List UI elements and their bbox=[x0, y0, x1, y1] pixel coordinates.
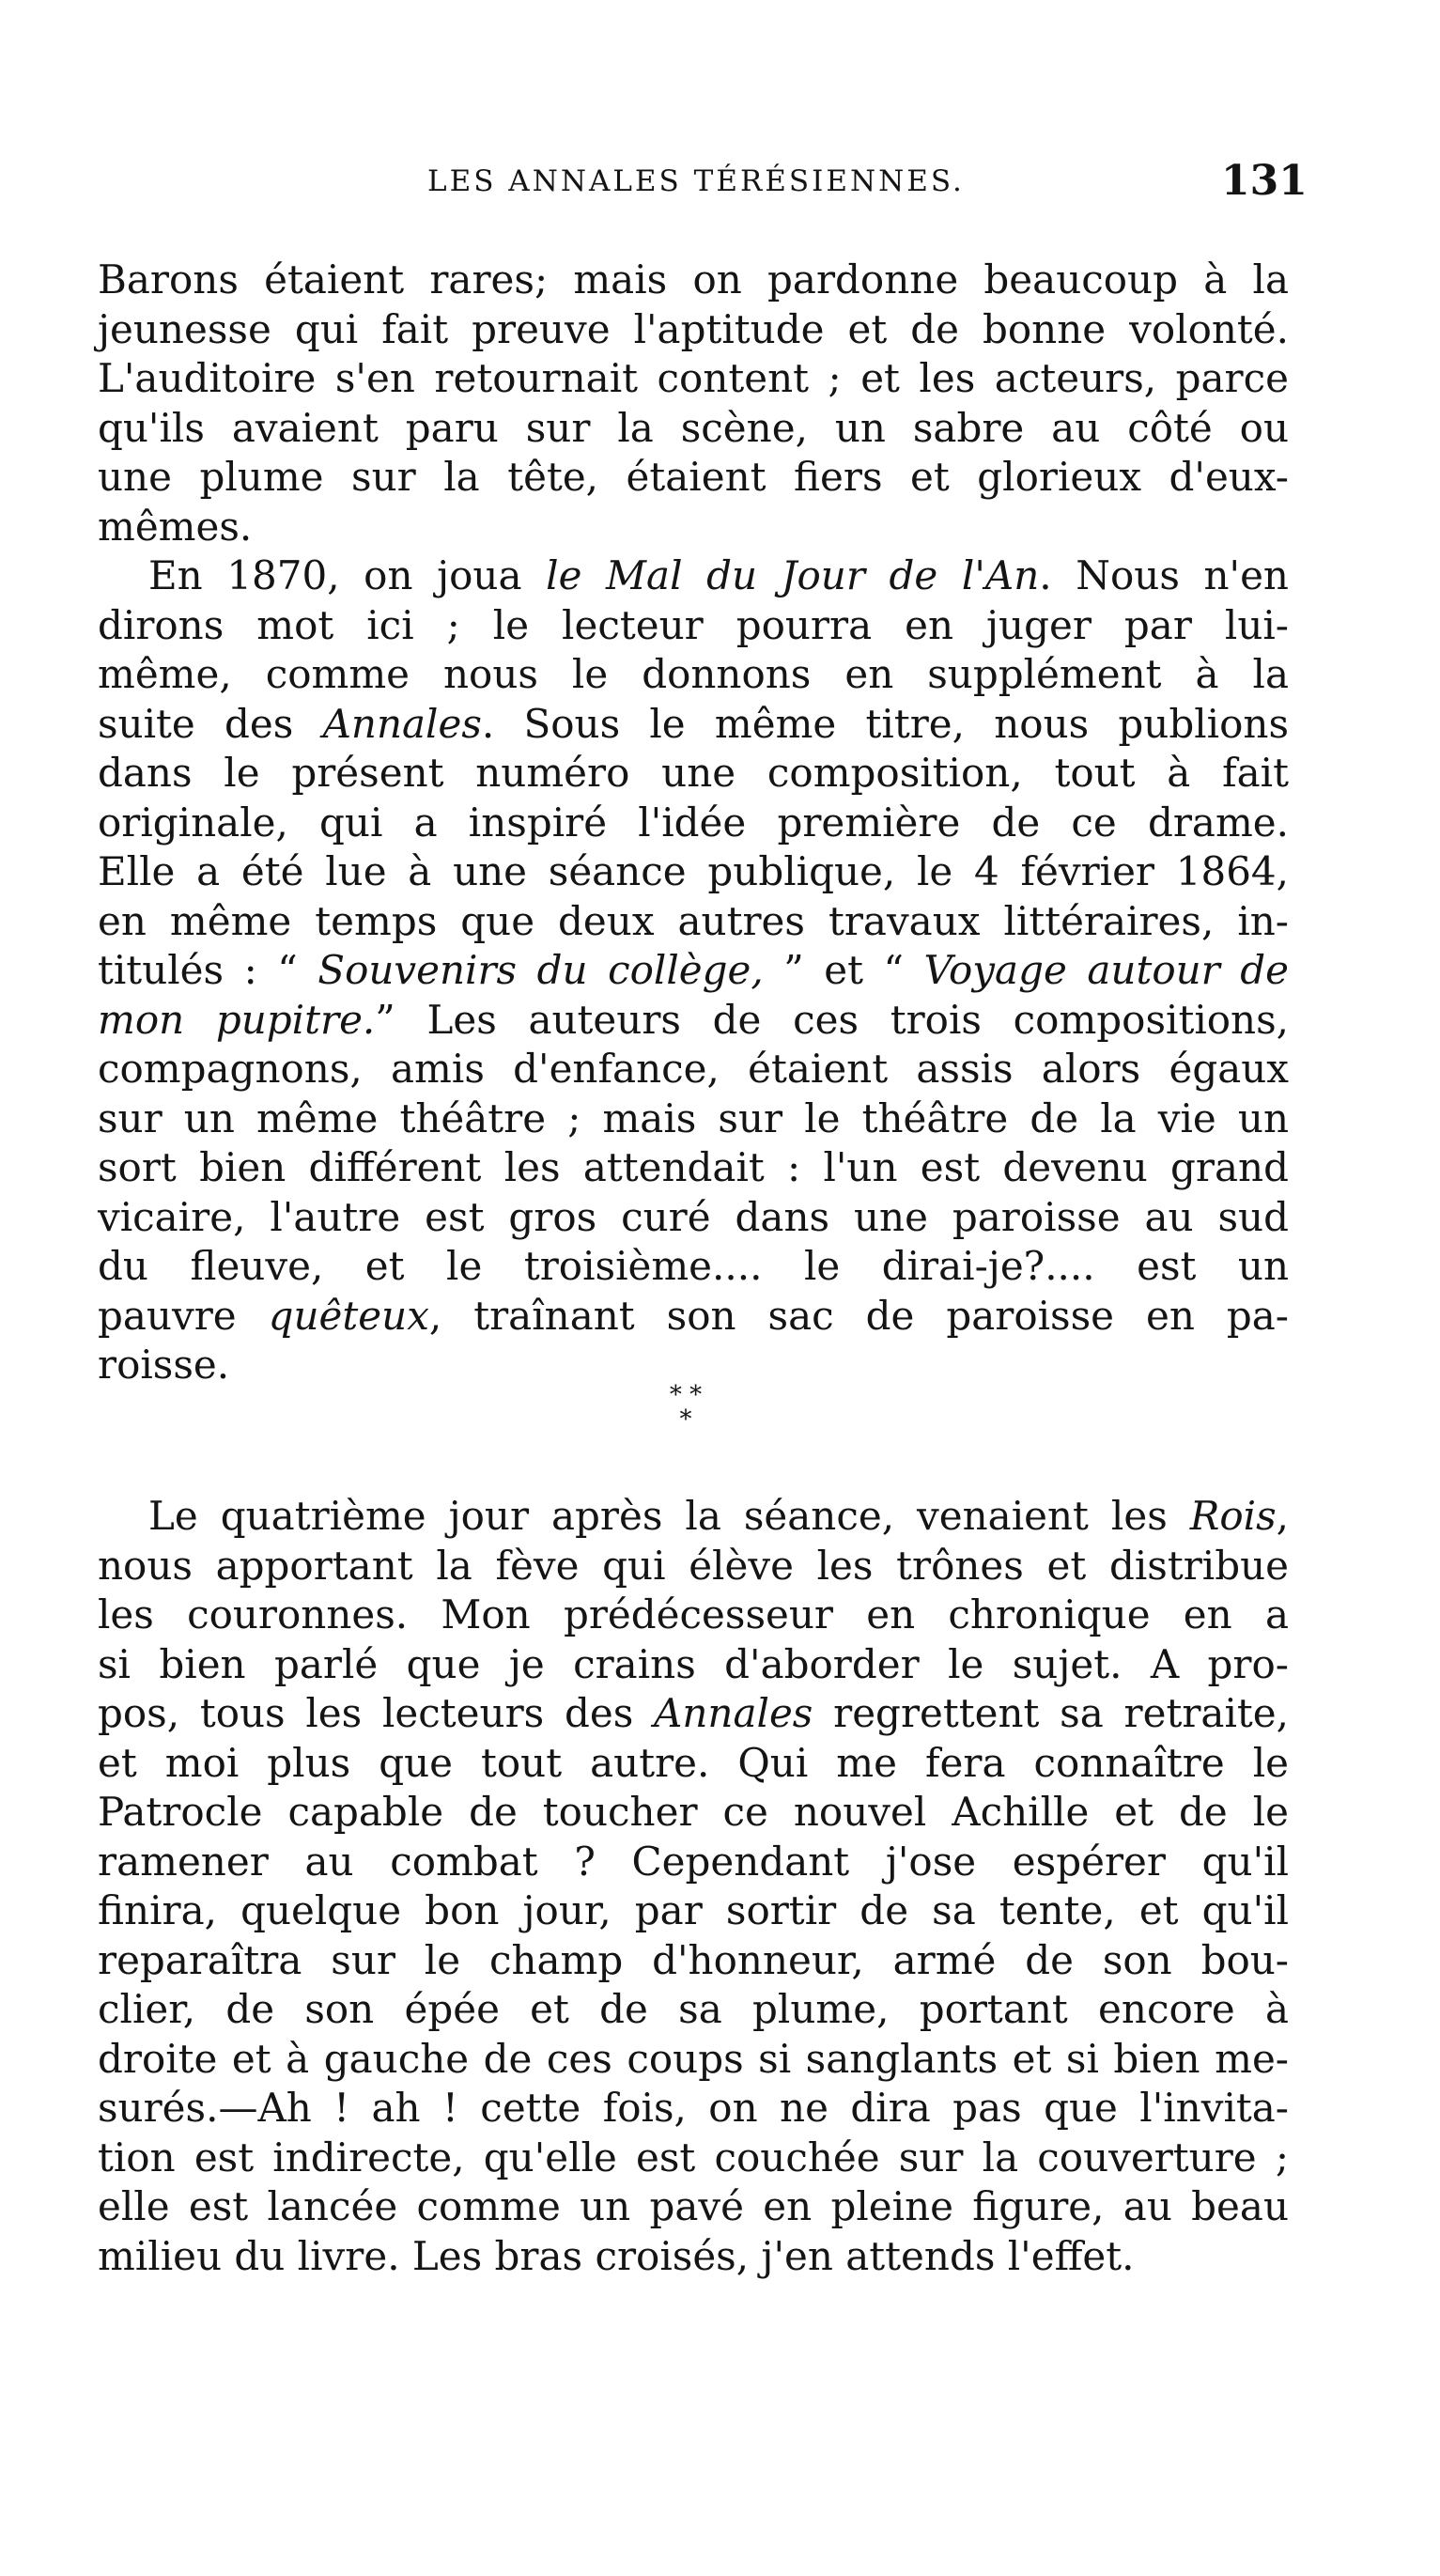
work-title: Souvenirs du collège, bbox=[317, 947, 764, 993]
text-line: clier, de son épée et de sa plume, portant encore à bbox=[98, 1986, 1289, 2032]
text-line: dirons mot ici ; le lecteur pourra en juger par lui- bbox=[98, 601, 1289, 648]
work-title: mon pupitre. bbox=[98, 996, 376, 1043]
text-line: vicaire, l'autre est gros curé dans une paroisse au sud bbox=[98, 1193, 1289, 1240]
work-title: Voyage autour de bbox=[923, 947, 1290, 993]
text-line: sur un même théâtre ; mais sur le théâtre de la vie un bbox=[98, 1094, 1289, 1141]
text-line: ramener au combat ? Cependant j'ose espérer qu'il bbox=[98, 1838, 1289, 1885]
text-line: Elle a été lue à une séance publique, le 4 février 1864, bbox=[98, 848, 1289, 894]
play-title: le Mal du Jour de l'An bbox=[546, 552, 1040, 598]
text-line: qu'ils avaient paru sur la scène, un sabre au côté ou bbox=[98, 404, 1289, 451]
text-line: roisse. bbox=[98, 1342, 230, 1388]
text-line: les couronnes. Mon prédécesseur en chronique en a bbox=[98, 1591, 1289, 1637]
running-title: LES ANNALES TÉRÉSIENNES. bbox=[427, 164, 965, 198]
text-line: si bien parlé que je crains d'aborder le sujet. A pro- bbox=[98, 1640, 1289, 1687]
section-separator bbox=[611, 1383, 761, 1458]
text-line: jeunesse qui fait preuve l'aptitude et de bonne volonté. bbox=[98, 305, 1289, 352]
text-line: nous apportant la fève qui élève les trônes et distribue bbox=[98, 1542, 1289, 1589]
emphasized-word: quêteux bbox=[268, 1292, 429, 1339]
text-line: du fleuve, et le troisième.... le dirai-je?.... est un bbox=[98, 1243, 1289, 1289]
page-number: 131 bbox=[1221, 157, 1308, 205]
publication-title: Annales bbox=[654, 1690, 813, 1736]
text-line: mêmes. bbox=[98, 503, 253, 550]
text-line: pauvre quêteux, traînant son sac de paroisse en pa- bbox=[98, 1292, 1289, 1339]
emphasized-word: Rois bbox=[1189, 1493, 1277, 1539]
text-line: originale, qui a inspiré l'idée première de ce drame. bbox=[98, 799, 1289, 846]
text-line: tion est indirecte, qu'elle est couchée sur la couverture ; bbox=[98, 2134, 1289, 2180]
text-line: reparaîtra sur le champ d'honneur, armé de son bou- bbox=[98, 1936, 1289, 1983]
body-text-upper bbox=[98, 256, 1289, 1390]
text-line: L'auditoire s'en retournait content ; et les acteurs, parce bbox=[98, 355, 1289, 401]
text-line: titulés : “ Souvenirs du collège, ” et “ Voyage autour de bbox=[98, 947, 1290, 993]
publication-title: Annales bbox=[322, 700, 482, 747]
running-header bbox=[0, 157, 1440, 221]
text-line: Le quatrième jour après la séance, venaient les Rois, bbox=[148, 1493, 1289, 1539]
asterism-top: * * bbox=[669, 1381, 703, 1409]
text-line: même, comme nous le donnons en supplément à la bbox=[98, 651, 1289, 697]
text-line: pos, tous les lecteurs des Annales regrettent sa retraite, bbox=[98, 1690, 1289, 1736]
text-line: compagnons, amis d'enfance, étaient assis alors égaux bbox=[98, 1046, 1289, 1092]
text-line: en même temps que deux autres travaux littéraires, in- bbox=[98, 897, 1289, 944]
text-line: mon pupitre.” Les auteurs de ces trois compositions, bbox=[98, 996, 1289, 1043]
text-line: surés.—Ah ! ah ! cette fois, on ne dira pas que l'invita- bbox=[98, 2085, 1289, 2131]
text-line: une plume sur la tête, étaient fiers et glorieux d'eux- bbox=[98, 454, 1289, 500]
text-line: et moi plus que tout autre. Qui me fera connaître le bbox=[98, 1739, 1289, 1786]
asterism-bottom: * bbox=[679, 1405, 692, 1434]
text-line: droite et à gauche de ces coups si sanglants et si bien me- bbox=[98, 2035, 1289, 2082]
text-line: suite des Annales. Sous le même titre, nous publions bbox=[98, 700, 1289, 747]
text-line: sort bien différent les attendait : l'un est devenu grand bbox=[98, 1144, 1289, 1190]
text-line: Patrocle capable de toucher ce nouvel Achille et de le bbox=[98, 1789, 1289, 1835]
text-line: finira, quelque bon jour, par sortir de sa tente, et qu'il bbox=[98, 1887, 1289, 1933]
body-text-lower bbox=[98, 1492, 1289, 2281]
text-line: En 1870, on joua le Mal du Jour de l'An. Nous n'en bbox=[148, 552, 1289, 598]
text-line: dans le présent numéro une composition, tout à fait bbox=[98, 750, 1289, 796]
text-line: elle est lancée comme un pavé en pleine figure, au beau bbox=[98, 2183, 1289, 2229]
text-line: milieu du livre. Les bras croisés, j'en attends l'effet. bbox=[98, 2232, 1135, 2279]
text-line: Barons étaient rares; mais on pardonne beaucoup à la bbox=[98, 256, 1289, 303]
